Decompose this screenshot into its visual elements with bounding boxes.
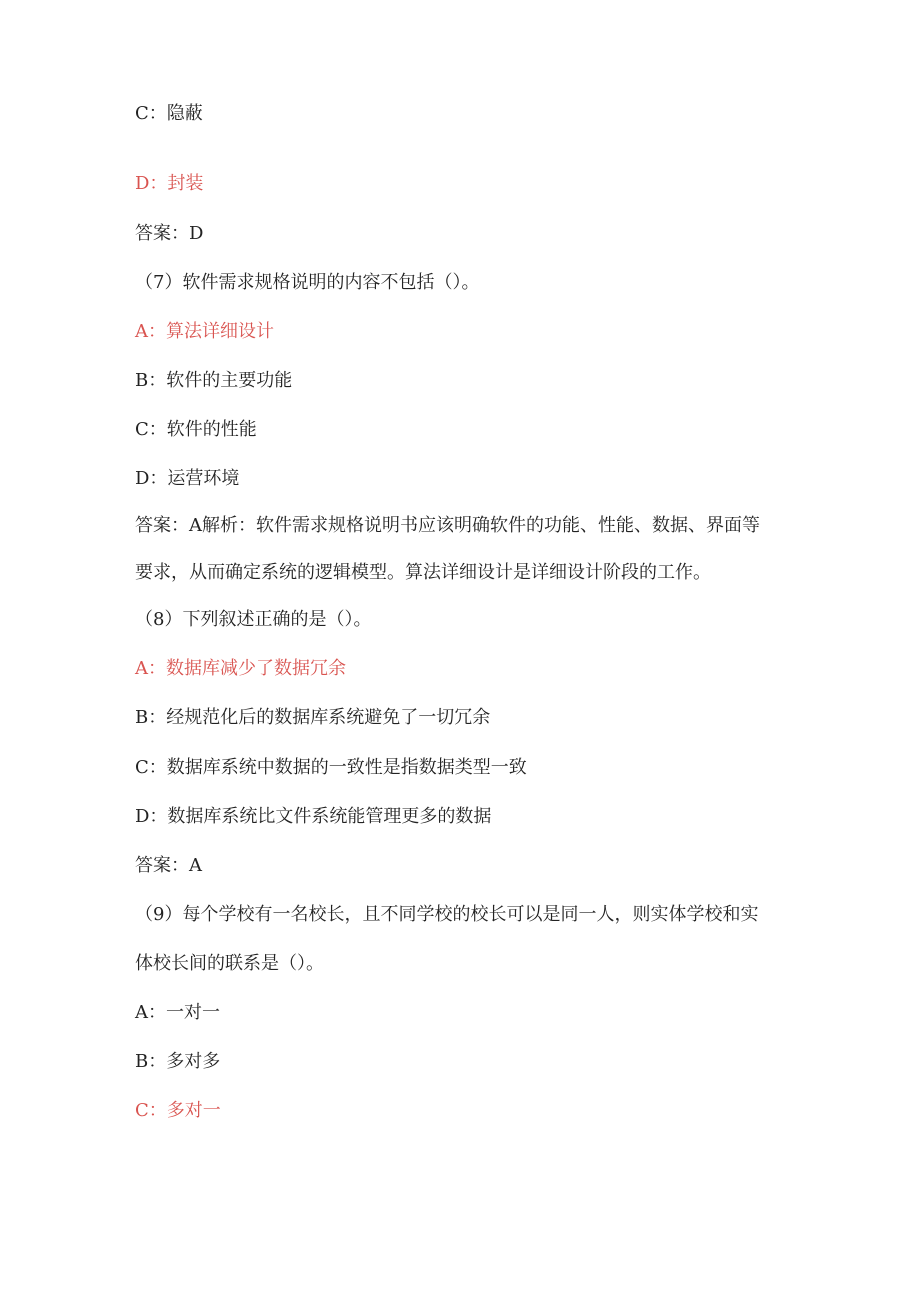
option-d-line: D：数据库系统比文件系统能管理更多的数据 — [135, 806, 492, 827]
answer-line: 答案：D — [135, 223, 204, 244]
answer-line: 答案：A — [135, 855, 202, 876]
question-9: （9）每个学校有一名校长，且不同学校的校长可以是同一人，则实体学校和实 — [135, 904, 759, 925]
question-9-continued: 体校长间的联系是（）。 — [135, 953, 324, 974]
option-b-line: B：经规范化后的数据库系统避免了一切冗余 — [135, 707, 491, 728]
option-b-line: B：软件的主要功能 — [135, 370, 293, 391]
option-c-line: C：多对一 — [135, 1100, 221, 1121]
option-a-line: A：数据库减少了数据冗余 — [135, 658, 346, 679]
option-c-line: C：隐蔽 — [135, 103, 203, 124]
answer-explanation-line: 答案：A解析：软件需求规格说明书应该明确软件的功能、性能、数据、界面等 — [135, 515, 760, 536]
question-8: （8）下列叙述正确的是（）。 — [135, 609, 372, 630]
question-7: （7）软件需求规格说明的内容不包括（）。 — [135, 272, 480, 293]
option-d-line: D：运营环境 — [135, 468, 240, 489]
option-a-line: A：一对一 — [135, 1002, 220, 1023]
answer-explanation-line: 要求，从而确定系统的逻辑模型。算法详细设计是详细设计阶段的工作。 — [135, 562, 711, 583]
option-a-line: A：算法详细设计 — [135, 321, 274, 342]
option-c-line: C：软件的性能 — [135, 419, 257, 440]
option-d-line: D：封装 — [135, 173, 204, 194]
option-b-line: B：多对多 — [135, 1051, 221, 1072]
option-c-line: C：数据库系统中数据的一致性是指数据类型一致 — [135, 757, 527, 778]
